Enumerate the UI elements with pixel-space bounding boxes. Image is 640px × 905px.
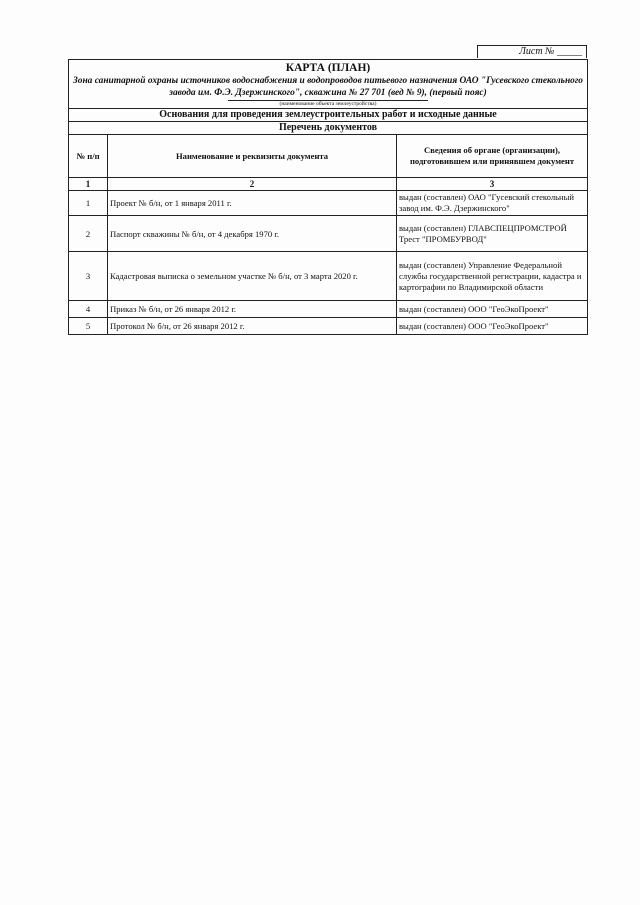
- table-row: [69, 318, 587, 335]
- document-issuer: выдан (составлен) ОАО "Гусевский стекольный завод им. Ф.Э. Дзержинского": [397, 191, 588, 216]
- list-heading: Перечень документов: [69, 122, 587, 135]
- header-num: № п/п: [69, 135, 108, 178]
- table-row: [69, 216, 587, 252]
- object-caption: (наименование объекта землеустройства): [228, 100, 428, 108]
- table-header-row: [69, 135, 587, 178]
- section-heading: Основания для проведения землеустроительных работ и исходные данные: [69, 109, 587, 122]
- row-number: 5: [69, 318, 108, 335]
- object-description: Зона санитарной охраны источников водоснабжения и водопроводов питьевого назначения ОАО "Гусевского стекольного завода им. Ф.Э. Дзержинского", скважина № 27 701 (вед № 9), (первый пояс): [73, 76, 583, 98]
- row-number: 2: [69, 216, 108, 252]
- column-number: 3: [397, 178, 588, 191]
- document-issuer: выдан (составлен) ГЛАВСПЕЦПРОМСТРОЙ Трест "ПРОМБУРВОД": [397, 216, 588, 252]
- table-row: [69, 191, 587, 216]
- table-row: [69, 252, 587, 301]
- document-issuer: выдан (составлен) Управление Федеральной службы государственной регистрации, кадастра и картографии по Владимирской области: [397, 252, 588, 301]
- header-issuer: Сведения об органе (организации), подготовившем или принявшем документ: [397, 135, 588, 178]
- title-block: [69, 60, 587, 109]
- sheet-number-box: Лист № _____: [477, 45, 587, 58]
- document-issuer: выдан (составлен) ООО "ГеоЭкоПроект": [397, 301, 588, 318]
- document-name: Кадастровая выписка о земельном участке № б/н, от 3 марта 2020 г.: [108, 252, 397, 301]
- row-number: 3: [69, 252, 108, 301]
- header-name: Наименование и реквизиты документа: [108, 135, 397, 178]
- row-number: 1: [69, 191, 108, 216]
- document-frame: [68, 59, 588, 335]
- row-number: 4: [69, 301, 108, 318]
- documents-table: [69, 135, 587, 334]
- table-row: [69, 301, 587, 318]
- document-name: Протокол № б/н, от 26 января 2012 г.: [108, 318, 397, 335]
- document-name: Приказ № б/н, от 26 января 2012 г.: [108, 301, 397, 318]
- column-number-row: [69, 178, 587, 191]
- column-number: 1: [69, 178, 108, 191]
- map-title: КАРТА (ПЛАН): [285, 62, 371, 74]
- document-issuer: выдан (составлен) ООО "ГеоЭкоПроект": [397, 318, 588, 335]
- sheet-number-label: Лист №: [519, 46, 555, 57]
- column-number: 2: [108, 178, 397, 191]
- document-name: Проект № б/н, от 1 января 2011 г.: [108, 191, 397, 216]
- document-name: Паспорт скважины № б/н, от 4 декабря 1970 г.: [108, 216, 397, 252]
